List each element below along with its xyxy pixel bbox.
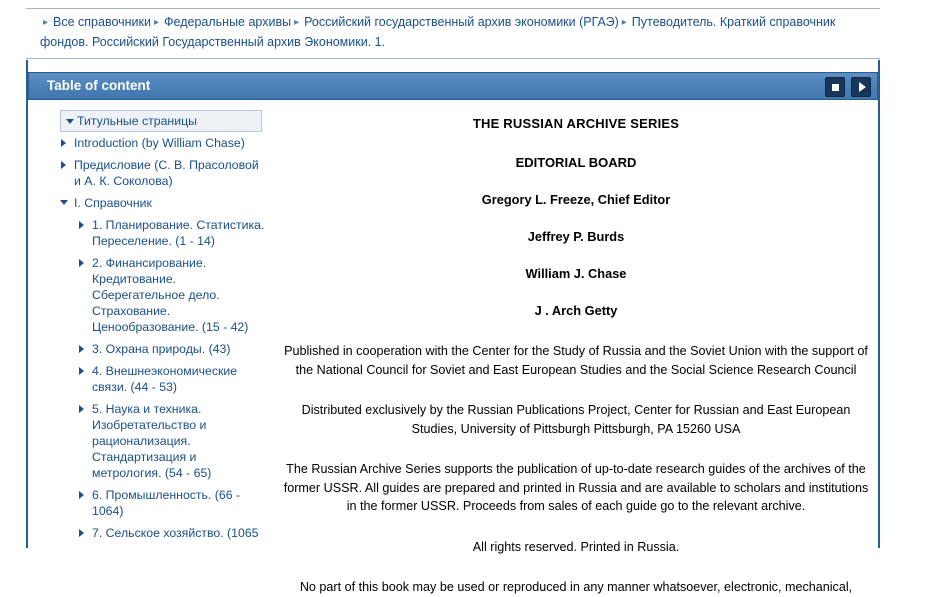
document-content [278, 110, 874, 594]
chevron-down-icon [60, 200, 68, 205]
sidebar-item-label[interactable]: 6. Промышленность. (66 - 1064) [92, 488, 241, 518]
breadcrumb-item-2[interactable]: Федеральные архивы [164, 15, 292, 29]
chevron-right-icon [79, 405, 84, 413]
editorial-board-member: Gregory L. Freeze, Chief Editor [481, 192, 671, 207]
sidebar-item-section-6[interactable] [78, 484, 268, 522]
document-subtitle: EDITORIAL BOARD [515, 155, 637, 170]
sidebar-item-spravochnik[interactable] [60, 192, 268, 214]
sidebar-item-label[interactable]: 5. Наука и техника. Изобретательство и рационализация. Стандартизация и метрология. (54 - 65) [92, 402, 212, 480]
sidebar-item-label[interactable]: I. Справочник [74, 196, 152, 210]
breadcrumb [26, 8, 880, 59]
chevron-right-icon [79, 259, 84, 267]
editorial-board-member: J . Arch Getty [534, 303, 618, 318]
chevron-right-icon [61, 161, 66, 169]
breadcrumb-item-4[interactable]: Путеводитель. Краткий справочник фондов. Российский Государственный архив Экономики. 1. [40, 15, 836, 49]
document-title: THE RUSSIAN ARCHIVE SERIES [472, 116, 680, 131]
chevron-right-icon [61, 139, 66, 147]
chevron-down-icon [66, 119, 74, 124]
chevron-right-icon [79, 221, 84, 229]
sidebar-item-section-7[interactable] [78, 522, 268, 544]
right-vertical-rule [878, 60, 880, 548]
document-paragraph: The Russian Archive Series supports the publication of up-to-date research guides of the archives of the former USSR. All guides are prepared and printed in Russia and are available to scholars and institutions in the former USSR. Proceeds from sales of each guide go to the relevant archive. [283, 462, 869, 513]
sidebar-item-label[interactable]: Introduction (by William Chase) [74, 136, 245, 150]
chevron-right-icon [79, 491, 84, 499]
sidebar-item-section-1[interactable] [78, 214, 268, 252]
sidebar-item-section-5[interactable] [78, 398, 268, 484]
breadcrumb-item-3[interactable]: Российский государственный архив экономики (РГАЭ) [304, 15, 619, 29]
sidebar-item-label[interactable]: 7. Сельское хозяйство. (1065 [92, 526, 259, 540]
document-paragraph: No part of this book may be used or reproduced in any manner whatsoever, electronic, mechanical, [299, 580, 853, 594]
document-paragraph: Published in cooperation with the Center for the Study of Russia and the Soviet Union with the support of the National Council for Soviet and East European Studies and the Social Science Research Council [284, 344, 868, 377]
toc-header-buttons [825, 77, 871, 97]
toc-title: Table of content [47, 78, 151, 93]
sidebar-item-preface[interactable] [60, 154, 268, 192]
sidebar-item-label: Титульные страницы [77, 114, 197, 128]
left-vertical-rule [26, 60, 28, 548]
table-of-content-header [28, 72, 878, 100]
stop-icon[interactable] [825, 77, 845, 97]
chevron-right-icon: ▸ [294, 17, 300, 28]
sidebar-item-label[interactable]: 2. Финансирование. Кредитование. Сберегательное дело. Страхование. Ценообразование. (15 - 42) [92, 256, 249, 334]
sidebar-item-section-4[interactable] [78, 360, 268, 398]
chevron-right-icon [79, 367, 84, 375]
sidebar-item-section-3[interactable] [78, 338, 268, 360]
sidebar-item-label[interactable]: 1. Планирование. Статистика. Переселение. (1 - 14) [92, 218, 265, 248]
breadcrumb-item-1[interactable]: Все справочники [53, 15, 151, 29]
sidebar-item-section-2[interactable] [78, 252, 268, 338]
chevron-right-icon: ▸ [621, 17, 627, 28]
chevron-right-icon: ▸ [43, 17, 49, 28]
document-paragraph: Distributed exclusively by the Russian Publications Project, Center for Russian and East European Studies, University of Pittsburgh Pittsburgh, PA 15260 USA [301, 403, 851, 436]
sidebar-item-label[interactable]: 4. Внешнеэкономические связи. (44 - 53) [92, 364, 238, 394]
sidebar-item-introduction[interactable] [60, 132, 268, 154]
left-gutter [0, 0, 27, 548]
document-paragraph: All rights reserved. Printed in Russia. [472, 539, 680, 554]
sidebar-item-label[interactable]: 3. Охрана природы. (43) [92, 342, 231, 356]
table-of-contents-sidebar[interactable] [38, 110, 268, 548]
sidebar-item-label[interactable]: Предисловие (С. В. Прасоловой и А. К. Соколова) [74, 158, 259, 188]
editorial-board-member: Jeffrey P. Burds [527, 229, 625, 244]
chevron-right-icon [79, 529, 84, 537]
play-icon[interactable] [851, 77, 871, 97]
chevron-right-icon: ▸ [154, 17, 160, 28]
sidebar-item-title-pages[interactable] [60, 110, 262, 132]
chevron-right-icon [79, 345, 84, 353]
editorial-board-member: William J. Chase [525, 266, 627, 281]
